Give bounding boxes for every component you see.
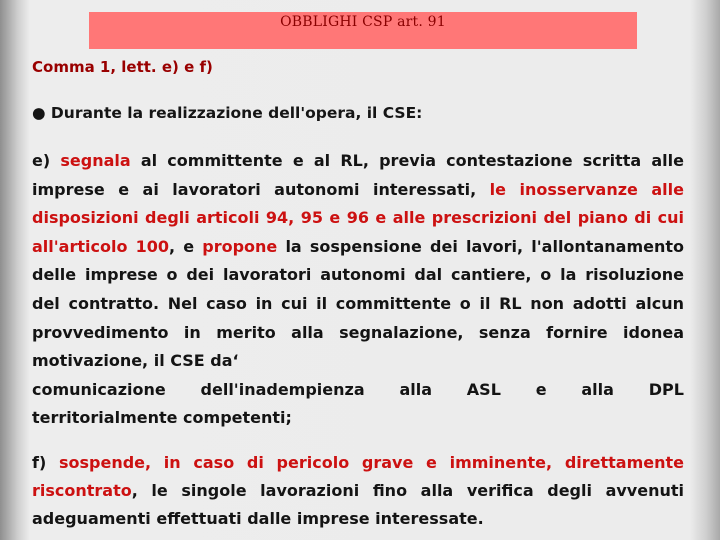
para-e-segnala: segnala <box>60 151 131 170</box>
spread-word: comunicazione <box>32 379 166 399</box>
para-e-text-3: la sospensione dei lavori, l'allontanamento delle imprese o dei lavoratori autonomi dal cantiere, o la risoluzione del contratto. Nel caso in cui il committente o il RL non adotti alcun provvedimento in merito alla segnalazione, senza fornire idonea motivazione, il CSE da‘ <box>32 236 684 371</box>
para-e-text-1: al committente e al RL, previa contestazione scritta alle imprese e ai lavoratori autonomi interessati, <box>32 151 685 199</box>
para-f-text: , le singole lavorazioni fino alla verifica degli avvenuti adeguamenti effettuati dalle imprese interessate. <box>32 481 684 528</box>
bullet-intro: ● Durante la realizzazione dell'opera, il CSE: <box>32 104 423 122</box>
para-f-sospende: sospende, in caso di pericolo grave e imminente, direttamente riscontrato <box>32 453 685 500</box>
para-e-label: e) <box>32 151 61 170</box>
section-heading: Comma 1, lett. e) e f) <box>32 58 213 76</box>
para-f-label: f) <box>32 453 59 472</box>
para-e-inosservanze: le inosservanze alle disposizioni degli articoli 94, 95 e 96 e alle prescrizioni del piano di cui all'articolo 100 <box>32 179 684 256</box>
paragraph-e <box>32 147 684 433</box>
spread-word: DPL <box>648 379 684 399</box>
para-e-spread-line <box>32 376 684 405</box>
title-banner <box>89 12 637 49</box>
spread-word: e <box>535 379 547 399</box>
spread-word: alla <box>399 379 432 399</box>
spread-word: ASL <box>466 379 501 399</box>
spread-word: dell'inadempienza <box>200 379 365 399</box>
paragraph-f <box>32 449 684 533</box>
para-e-propone: propone <box>202 236 278 256</box>
para-e-text-2: , e <box>169 236 203 256</box>
para-e-final-line: territorialmente competenti; <box>32 408 292 428</box>
spread-word: alla <box>581 379 614 399</box>
page-title: OBBLIGHI CSP art. 91 <box>280 14 446 30</box>
